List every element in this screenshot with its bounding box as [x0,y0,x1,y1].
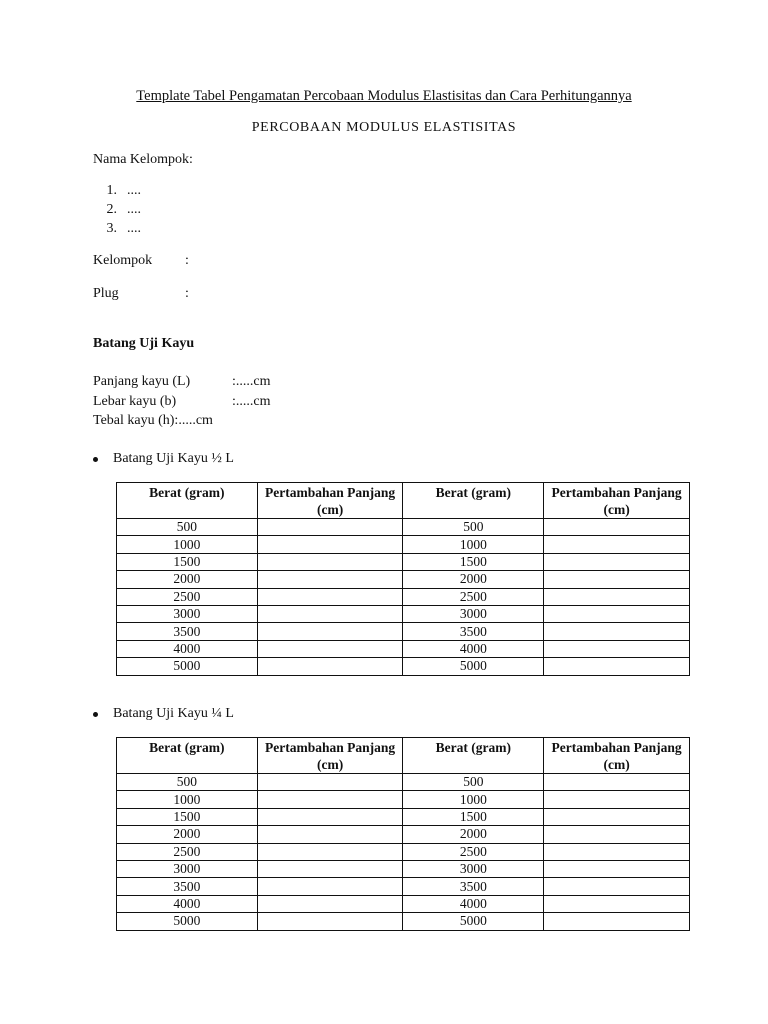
list-value: .... [127,221,141,236]
cell-pertambahan-input [544,895,690,912]
table-row [117,623,690,640]
cell-berat: 5000 [117,658,258,675]
cell-berat: 3500 [117,623,258,640]
cell-pertambahan-input [544,588,690,605]
table-row [117,536,690,553]
cell-pertambahan-input [544,623,690,640]
cell-berat: 2500 [117,843,258,860]
cell-berat: 5000 [117,913,258,930]
table-row [117,571,690,588]
cell-pertambahan-input [257,519,403,536]
list-number: 2. [106,202,117,217]
cell-berat: 3500 [403,623,544,640]
cell-berat: 500 [403,519,544,536]
list-value: .... [127,183,141,198]
bullet-icon [93,712,98,717]
tebal-text: Tebal kayu (h):.....cm [93,413,213,428]
cell-pertambahan-input [544,826,690,843]
document-subtitle: PERCOBAAN MODULUS ELASTISITAS [251,120,517,135]
table-row [117,640,690,657]
member-list-item [93,183,141,199]
cell-berat: 3500 [403,878,544,895]
kelompok-label: Kelompok [93,253,153,268]
lebar-value: :.....cm [232,394,271,409]
plug-label: Plug [93,286,119,301]
cell-berat: 1500 [403,808,544,825]
cell-pertambahan-input [257,791,403,808]
list-number: 3. [106,221,117,236]
cell-berat: 4000 [117,640,258,657]
cell-berat: 1500 [117,553,258,570]
cell-pertambahan-input [257,895,403,912]
cell-berat: 4000 [403,895,544,912]
cell-berat: 3000 [403,860,544,877]
table-row [117,553,690,570]
table-row [117,774,690,791]
cell-berat: 500 [403,774,544,791]
list-number: 1. [106,183,117,198]
cell-pertambahan-input [257,640,403,657]
members-label: Nama Kelompok: [93,152,193,167]
cell-berat: 2000 [117,571,258,588]
kelompok-colon: : [185,253,189,268]
table-2-label: Batang Uji Kayu ¼ L [113,706,234,721]
cell-pertambahan-input [544,791,690,808]
table-row [117,826,690,843]
header-berat: Berat (gram) [117,483,258,519]
header-berat: Berat (gram) [403,483,544,519]
lebar-label: Lebar kayu (b) [93,394,177,409]
cell-berat: 1500 [403,553,544,570]
cell-pertambahan-input [544,519,690,536]
cell-berat: 2500 [403,588,544,605]
cell-pertambahan-input [544,860,690,877]
cell-berat: 2000 [403,826,544,843]
cell-pertambahan-input [257,658,403,675]
cell-berat: 3000 [403,605,544,622]
cell-pertambahan-input [544,536,690,553]
table-row [117,588,690,605]
cell-pertambahan-input [544,571,690,588]
cell-berat: 5000 [403,913,544,930]
cell-pertambahan-input [544,658,690,675]
cell-berat: 2500 [117,588,258,605]
cell-berat: 3000 [117,860,258,877]
cell-berat: 2500 [403,843,544,860]
cell-pertambahan-input [544,843,690,860]
panjang-value: :.....cm [232,374,271,389]
observation-table-quarter-l [116,737,690,931]
cell-pertambahan-input [257,623,403,640]
cell-berat: 3500 [117,878,258,895]
cell-pertambahan-input [544,553,690,570]
table-row [117,913,690,930]
member-list-item [93,202,141,218]
cell-berat: 2000 [117,826,258,843]
cell-berat: 4000 [117,895,258,912]
table-row [117,860,690,877]
table-row [117,791,690,808]
cell-pertambahan-input [257,588,403,605]
cell-pertambahan-input [544,774,690,791]
cell-pertambahan-input [257,571,403,588]
table-header-row [117,738,690,774]
cell-pertambahan-input [257,808,403,825]
cell-pertambahan-input [257,913,403,930]
cell-pertambahan-input [544,913,690,930]
header-pertambahan: Pertambahan Panjang (cm) [544,738,690,774]
specimen-heading: Batang Uji Kayu [93,336,195,351]
cell-pertambahan-input [257,553,403,570]
cell-pertambahan-input [257,774,403,791]
cell-berat: 500 [117,774,258,791]
list-value: .... [127,202,141,217]
cell-pertambahan-input [544,640,690,657]
cell-pertambahan-input [257,826,403,843]
cell-berat: 1000 [117,791,258,808]
cell-pertambahan-input [544,605,690,622]
table-row [117,519,690,536]
cell-pertambahan-input [257,860,403,877]
cell-berat: 1000 [403,536,544,553]
table-row [117,843,690,860]
panjang-label: Panjang kayu (L) [93,374,191,389]
cell-berat: 2000 [403,571,544,588]
bullet-icon [93,457,98,462]
cell-berat: 1000 [403,791,544,808]
cell-pertambahan-input [544,878,690,895]
cell-pertambahan-input [257,878,403,895]
cell-pertambahan-input [257,843,403,860]
table-row [117,808,690,825]
table-header-row [117,483,690,519]
table-1-label: Batang Uji Kayu ½ L [113,451,234,466]
cell-berat: 500 [117,519,258,536]
header-berat: Berat (gram) [117,738,258,774]
header-pertambahan: Pertambahan Panjang (cm) [257,738,403,774]
table-row [117,605,690,622]
cell-berat: 1500 [117,808,258,825]
observation-table-half-l [116,482,690,676]
cell-berat: 4000 [403,640,544,657]
header-berat: Berat (gram) [403,738,544,774]
plug-colon: : [185,286,189,301]
cell-pertambahan-input [257,605,403,622]
header-pertambahan: Pertambahan Panjang (cm) [257,483,403,519]
table-row [117,878,690,895]
cell-pertambahan-input [544,808,690,825]
header-pertambahan: Pertambahan Panjang (cm) [544,483,690,519]
table-row [117,895,690,912]
cell-berat: 3000 [117,605,258,622]
table-row [117,658,690,675]
member-list-item [93,221,141,237]
cell-pertambahan-input [257,536,403,553]
cell-berat: 5000 [403,658,544,675]
document-title: Template Tabel Pengamatan Percobaan Modulus Elastisitas dan Cara Perhitungannya [136,88,632,104]
cell-berat: 1000 [117,536,258,553]
